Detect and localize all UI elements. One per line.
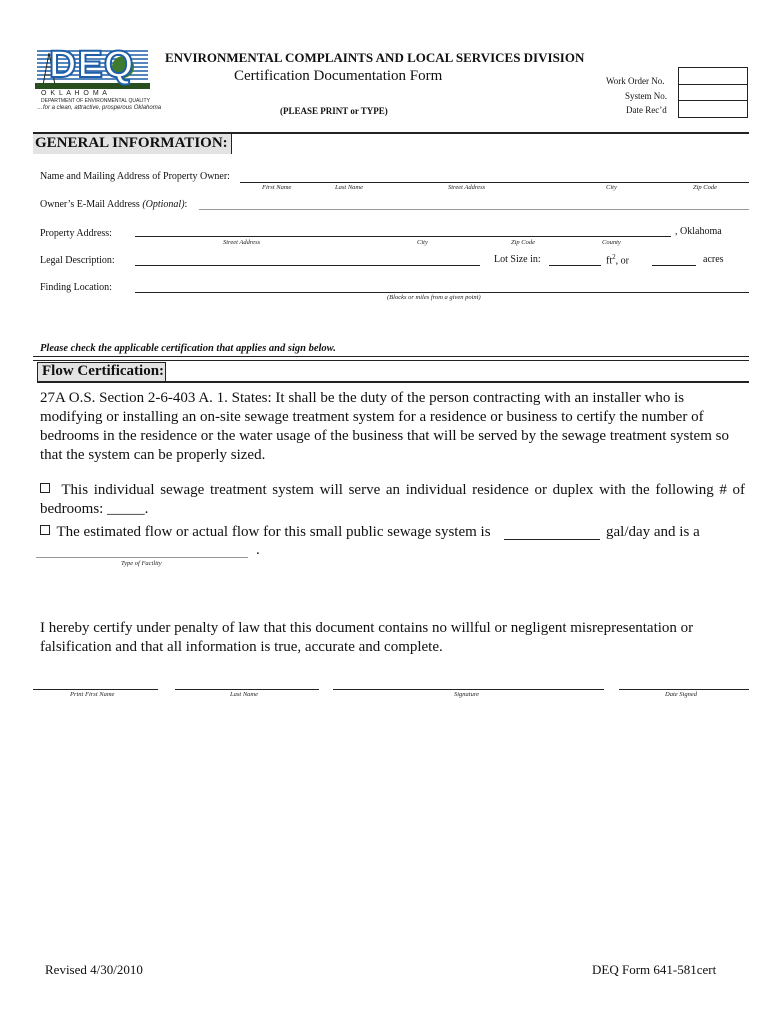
- date-recd-field[interactable]: [679, 101, 747, 117]
- certify-text: I hereby certify under penalty of law that this document contains no willful or negligent misrepresentation or falsification and that all information is true, accurate and complete.: [40, 620, 694, 655]
- general-heading: [33, 134, 232, 154]
- facility-line[interactable]: [36, 557, 248, 558]
- flow-heading-rule: [37, 381, 749, 383]
- general-heading-text: GENERAL INFORMATION:: [35, 135, 228, 151]
- office-use-box: [678, 67, 748, 118]
- owner-sub-street: Street Address: [448, 184, 486, 191]
- finding-label: Finding Location:: [40, 282, 112, 293]
- revised-date: Revised 4/30/2010: [45, 962, 143, 977]
- last-name-sign-line[interactable]: [175, 689, 319, 690]
- print-instruction: (PLEASE PRINT or TYPE): [280, 106, 388, 116]
- print-first-name-label: Print First Name: [70, 691, 115, 698]
- flow-checkbox[interactable]: [40, 525, 50, 535]
- property-sub-street: Street Address: [223, 239, 261, 246]
- logo-department: DEPARTMENT OF ENVIRONMENTAL QUALITY: [41, 98, 150, 104]
- bedroom-option: [40, 481, 745, 519]
- property-suffix: , Oklahoma: [675, 226, 722, 237]
- email-optional: (Optional): [142, 199, 185, 210]
- system-no-field[interactable]: [679, 85, 747, 101]
- lot-size-acres-line[interactable]: [652, 265, 696, 266]
- work-order-label: Work Order No.: [606, 76, 665, 86]
- flow-heading: [37, 362, 166, 382]
- gal-day-line[interactable]: [504, 539, 600, 540]
- system-no-label: System No.: [625, 91, 668, 101]
- first-name-sign-line[interactable]: [33, 689, 158, 690]
- logo-letters: DEQ: [49, 44, 135, 86]
- logo-state: O K L A H O M A: [41, 90, 108, 97]
- form-title: Certification Documentation Form: [234, 68, 443, 84]
- owner-sub-city: City: [606, 184, 617, 191]
- flow-heading-text: Flow Certification:: [42, 363, 165, 379]
- email-label-row: [40, 199, 187, 210]
- deq-logo: [35, 44, 162, 115]
- finding-sub: (Blocks or miles from a given point): [387, 294, 481, 301]
- lot-size-label: Lot Size in:: [494, 254, 541, 265]
- ft-unit-label: [606, 253, 629, 266]
- flow-top-rule: [33, 356, 749, 361]
- property-label: Property Address:: [40, 228, 112, 239]
- property-line[interactable]: [135, 236, 671, 237]
- owner-line[interactable]: [240, 182, 749, 183]
- ft-unit: ft: [606, 255, 613, 267]
- finding-line[interactable]: [135, 292, 749, 293]
- email-line[interactable]: [199, 209, 749, 210]
- owner-label: Name and Mailing Address of Property Owner:: [40, 171, 230, 182]
- work-order-field[interactable]: [679, 68, 747, 85]
- acres-unit: acres: [703, 254, 724, 265]
- email-colon: :: [184, 199, 188, 210]
- signature-label: Signature: [454, 691, 480, 698]
- date-recd-label: Date Rec’d: [626, 105, 667, 115]
- last-name-label: Last Name: [230, 691, 258, 698]
- property-sub-county: County: [602, 239, 621, 246]
- form-number: DEQ Form 641-581cert: [592, 962, 717, 977]
- bedroom-option-text: This individual sewage treatment system will serve an individual residence or duplex with the following # of bedrooms: _____.: [40, 482, 745, 517]
- owner-sub-last-name: Last Name: [335, 184, 363, 191]
- signature-line[interactable]: [333, 689, 604, 690]
- flow-option-text: The estimated flow or actual flow for this small public sewage system is: [56, 524, 491, 540]
- owner-sub-first-name: First Name: [262, 184, 292, 191]
- property-sub-city: City: [417, 239, 428, 246]
- logo-tagline: …for a clean, attractive, prosperous Oklahoma: [37, 105, 162, 111]
- property-sub-zip: Zip Code: [511, 239, 536, 246]
- date-signed-label: Date Signed: [665, 691, 697, 698]
- statute-text: 27A O.S. Section 2-6-403 A. 1. States: It shall be the duty of the person contracting with an installer who is modifying or installing an on-site sewage treatment system for a residence or business to certify the number of bedrooms in the residence or the water usage of the business that will be served by the sewage treatment system so that the system can be properly sized.: [40, 390, 729, 463]
- ft-or: , or: [615, 255, 629, 267]
- gal-day-text: gal/day and is a: [606, 524, 700, 540]
- check-instruction: Please check the applicable certification that applies and sign below.: [40, 343, 336, 354]
- email-label: Owner’s E-Mail Address: [40, 199, 140, 210]
- legal-label: Legal Description:: [40, 255, 115, 266]
- date-signed-line[interactable]: [619, 689, 749, 690]
- lot-size-ft-line[interactable]: [549, 265, 601, 266]
- owner-sub-zip: Zip Code: [693, 184, 718, 191]
- legal-line[interactable]: [135, 265, 480, 266]
- bedroom-checkbox[interactable]: [40, 483, 50, 493]
- division-title: ENVIRONMENTAL COMPLAINTS AND LOCAL SERVICES DIVISION: [165, 50, 585, 65]
- ft-sup: 2: [612, 253, 616, 261]
- facility-sub: Type of Facility: [121, 560, 162, 567]
- facility-period: .: [256, 542, 260, 558]
